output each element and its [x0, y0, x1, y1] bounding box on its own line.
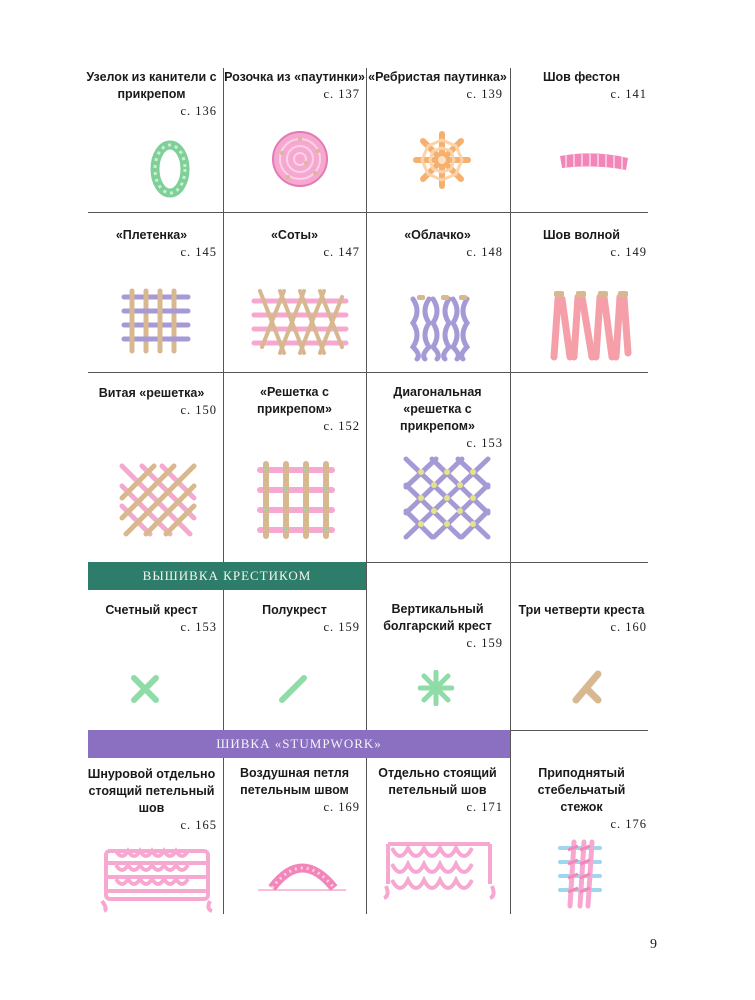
- half-cross-icon: [278, 674, 308, 704]
- stitch-card[interactable]: [223, 601, 366, 636]
- corded-detached-buttonhole-icon: [98, 843, 216, 913]
- stitch-card[interactable]: [510, 68, 653, 103]
- page-ref: с. 145: [180, 245, 217, 259]
- stitch-title: «Соты»: [270, 228, 319, 242]
- stitch-title: Полукрест: [262, 603, 327, 617]
- grid-line: [510, 730, 648, 731]
- stitch-title: Вертикальный болгарский крест: [383, 602, 492, 633]
- stitch-card[interactable]: [80, 601, 223, 636]
- stitch-title: Узелок из канители с прикрепом: [86, 70, 217, 101]
- stitch-title: Диагональная «решетка с прикрепом»: [393, 385, 482, 433]
- page-ref: с. 176: [610, 817, 647, 831]
- page-number: 9: [650, 937, 657, 952]
- page-ref: с. 169: [323, 800, 360, 814]
- stitch-card[interactable]: [80, 765, 223, 834]
- stitch-title: Отдельно стоящий петельный шов: [378, 766, 497, 797]
- stitch-title: Шов фестон: [542, 70, 620, 84]
- page-ref: с. 148: [466, 245, 503, 259]
- grid-line: [88, 372, 648, 373]
- stitch-card[interactable]: [80, 68, 223, 120]
- couched-trellis-icon: [256, 460, 336, 540]
- page-ref: с. 137: [323, 87, 360, 101]
- stitch-card[interactable]: [366, 601, 509, 652]
- grid-line: [366, 562, 648, 563]
- stitch-card[interactable]: [510, 601, 653, 636]
- stitch-card[interactable]: [80, 226, 223, 261]
- stitch-title: «Ребристая паутинка»: [368, 70, 507, 84]
- page-ref: с. 152: [323, 419, 360, 433]
- page-ref: с. 149: [610, 245, 647, 259]
- honeycomb-icon: [250, 287, 350, 359]
- grid-line: [88, 212, 648, 213]
- page-ref: с. 153: [466, 436, 503, 450]
- page-ref: с. 141: [610, 87, 647, 101]
- stitch-card[interactable]: [80, 384, 223, 419]
- stitch-title: Шнуровой отдельно стоящий петельный шов: [87, 767, 216, 815]
- page-ref: с. 150: [180, 403, 217, 417]
- stitch-card[interactable]: [223, 226, 366, 261]
- stitch-title: Три четверти креста: [518, 603, 645, 617]
- twisted-lattice-icon: [118, 462, 198, 538]
- ribbed-spider-web-icon: [412, 130, 472, 190]
- stitch-title: Розочка из «паутинки»: [224, 70, 365, 84]
- section-band-cross-stitch: ВЫШИВКА КРЕСТИКОМ: [88, 562, 366, 590]
- page-ref: с. 165: [180, 818, 217, 832]
- scallop-stitch-icon: [556, 148, 632, 178]
- bulgarian-cross-icon: [418, 670, 454, 706]
- stitch-card[interactable]: [223, 68, 366, 103]
- buttonhole-loop-icon: [258, 852, 348, 896]
- stitch-card[interactable]: [510, 226, 653, 261]
- stitch-card[interactable]: [366, 68, 509, 103]
- stitch-card[interactable]: [366, 226, 509, 261]
- cloud-filling-icon: [405, 293, 473, 363]
- stitch-title: Витая «решетка»: [98, 386, 205, 400]
- stitch-title: Счетный крест: [105, 603, 198, 617]
- page-ref: с. 160: [610, 620, 647, 634]
- page-ref: с. 136: [180, 104, 217, 118]
- wave-stitch-icon: [548, 287, 632, 363]
- spider-web-rose-icon: [270, 127, 330, 191]
- bullion-knot-icon: [148, 140, 192, 198]
- counted-cross-icon: [130, 674, 160, 704]
- diagonal-couched-trellis-icon: [402, 455, 492, 541]
- stitch-card[interactable]: [510, 765, 653, 833]
- three-quarter-cross-icon: [570, 670, 604, 706]
- stitch-title: «Решетка с прикрепом»: [257, 385, 332, 416]
- stitch-title: Приподнятый стебельчатый стежок: [537, 766, 626, 814]
- stitch-title: Воздушная петля петельным швом: [240, 766, 349, 797]
- woven-lattice-icon: [120, 287, 192, 355]
- page-ref: с. 139: [466, 87, 503, 101]
- raised-stem-stitch-icon: [556, 838, 604, 910]
- page-ref: с. 159: [466, 636, 503, 650]
- detached-buttonhole-icon: [382, 838, 496, 900]
- page-ref: с. 153: [180, 620, 217, 634]
- page-ref: с. 147: [323, 245, 360, 259]
- stitch-card[interactable]: [223, 384, 366, 435]
- section-band-stumpwork: ШИВКА «STUMPWORK»: [88, 730, 510, 758]
- stitch-title: Шов волной: [542, 228, 620, 242]
- page-ref: с. 171: [466, 800, 503, 814]
- page-ref: с. 159: [323, 620, 360, 634]
- stitch-card[interactable]: [366, 384, 509, 452]
- stitch-card[interactable]: [366, 765, 509, 816]
- stitch-title: «Облачко»: [404, 228, 471, 242]
- stitch-card[interactable]: [223, 765, 366, 816]
- stitch-title: «Плетенка»: [115, 228, 188, 242]
